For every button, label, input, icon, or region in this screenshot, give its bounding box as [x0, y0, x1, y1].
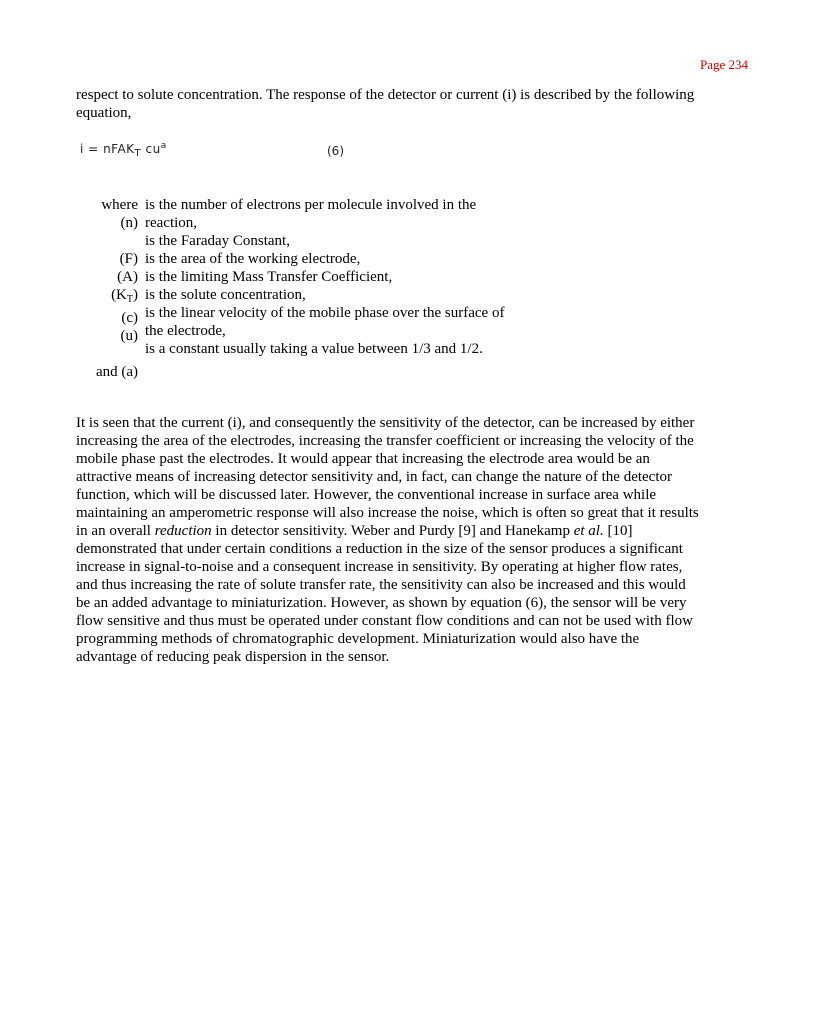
description-line: is a constant usually taking a value between 1/3 and 1/2.: [145, 341, 483, 357]
intro-paragraph: [76, 86, 756, 122]
variable-symbols: [80, 196, 138, 381]
equation-lhs: i: [80, 142, 84, 156]
body-line: increase in signal-to-noise and a consequent increase in sensitivity. By operating at higher flow rates,: [76, 559, 683, 575]
description-line: is the Faraday Constant,: [145, 233, 290, 249]
body-line: demonstrated that under certain conditions a reduction in the size of the sensor produces a significant: [76, 541, 683, 557]
equation-superscript: a: [160, 141, 167, 151]
description-line: reaction,: [145, 215, 198, 231]
equation-equals: =: [88, 142, 99, 156]
intro-line: respect to solute concentration. The response of the detector or current (i) is described by the following: [76, 87, 695, 103]
body-line: increasing the area of the electrodes, increasing the transfer coefficient or increasing the velocity of the: [76, 433, 694, 449]
equation-rhs: nFAK: [103, 142, 135, 156]
emphasis-reduction: reduction: [154, 523, 212, 539]
body-line: advantage of reducing peak dispersion in the sensor.: [76, 649, 390, 665]
description-line: is the area of the working electrode,: [145, 251, 361, 267]
body-line: function, which will be discussed later. However, the conventional increase in surface area while: [76, 487, 657, 503]
body-line: attractive means of increasing detector sensitivity and, in fact, can change the nature of the detector: [76, 469, 672, 485]
equation-subscript: T: [134, 148, 142, 159]
symbol-label: (n): [120, 215, 138, 231]
body-paragraph: [76, 414, 756, 666]
body-line: maintaining an amperometric response will also increase the noise, which is often so great that it results: [76, 505, 699, 521]
body-line: be an added advantage to miniaturization. However, as shown by equation (6), the sensor will be very: [76, 595, 687, 611]
description-line: the electrode,: [145, 323, 226, 339]
body-line: It is seen that the current (i), and consequently the sensitivity of the detector, can be increased by either: [76, 415, 695, 431]
body-text-segment: in detector sensitivity. Weber and Purdy [9] and Hanekamp: [211, 523, 574, 539]
symbol-k-close: ): [133, 287, 138, 303]
body-line-7: [76, 523, 632, 539]
body-line: mobile phase past the electrodes. It would appear that increasing the electrode area would be an: [76, 451, 650, 467]
variable-descriptions: [145, 196, 565, 358]
body-text-segment: in an overall: [76, 523, 155, 539]
page-number: Page 234: [699, 57, 748, 72]
symbol-label: (A): [117, 269, 138, 285]
symbol-label: (u): [120, 328, 138, 344]
symbol-spacer: [80, 345, 138, 363]
symbol-label: where: [101, 197, 138, 213]
description-line: is the number of electrons per molecule involved in the: [145, 197, 477, 213]
symbol-label-kt: [80, 286, 138, 309]
symbol-label: (c): [121, 310, 138, 326]
symbol-k: (K: [111, 287, 127, 303]
body-line: programming methods of chromatographic development. Miniaturization would also have the: [76, 631, 640, 647]
emphasis-et-al: et al.: [573, 523, 604, 539]
symbol-label: (F): [119, 251, 138, 267]
symbol-k-subscript: T: [126, 294, 133, 305]
description-line: is the limiting Mass Transfer Coefficient,: [145, 269, 393, 285]
intro-line: equation,: [76, 105, 132, 121]
symbol-spacer: [80, 232, 138, 250]
symbol-label: and (a): [95, 364, 138, 380]
body-line: flow sensitive and thus must be operated under constant flow conditions and can not be used with flow: [76, 613, 693, 629]
description-line: is the solute concentration,: [145, 287, 306, 303]
body-line: and thus increasing the rate of solute transfer rate, the sensitivity can also be increased and this would: [76, 577, 686, 593]
equation-number: (6): [327, 144, 344, 158]
body-text-segment: [10]: [603, 523, 633, 539]
equation-6: [80, 141, 167, 159]
description-line: is the linear velocity of the mobile phase over the surface of: [145, 305, 505, 321]
equation-rhs-tail: cu: [145, 142, 161, 156]
